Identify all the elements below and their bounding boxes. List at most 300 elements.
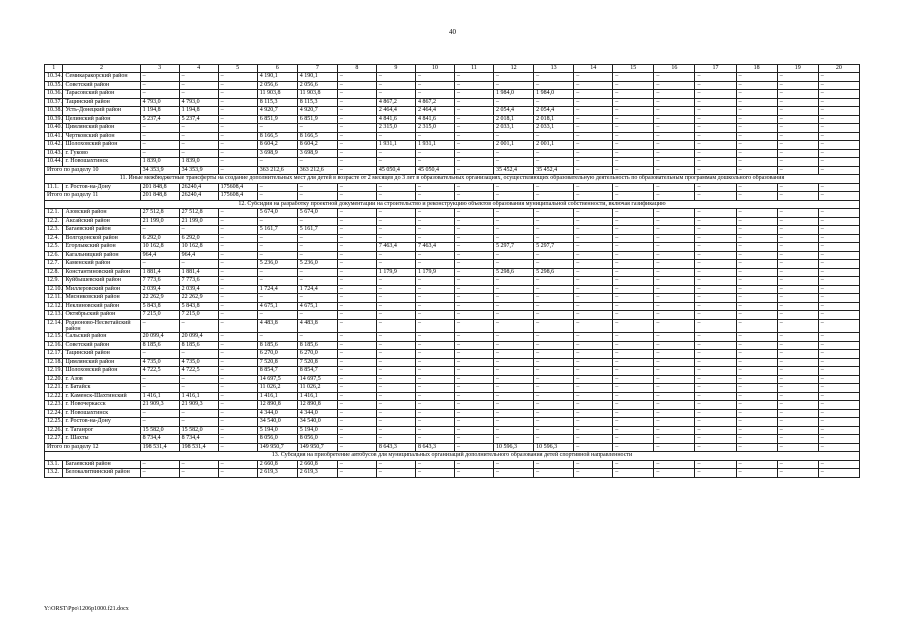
row-number: 13.1. [45, 460, 63, 469]
district-name: Егорлыкский район [63, 243, 140, 252]
value-cell: – [695, 149, 736, 158]
value-cell: – [455, 418, 494, 427]
total-cell: – [337, 443, 376, 452]
value-cell: – [337, 260, 376, 269]
value-cell: – [736, 132, 777, 141]
value-cell: – [695, 251, 736, 260]
value-cell: 5 297,7 [534, 243, 574, 252]
value-cell: – [455, 260, 494, 269]
value-cell: – [534, 158, 574, 167]
value-cell: 5 843,8 [179, 302, 218, 311]
value-cell: – [140, 124, 179, 133]
value-cell: – [376, 392, 415, 401]
value-cell: – [818, 107, 859, 116]
value-cell: – [337, 409, 376, 418]
value-cell: – [818, 311, 859, 320]
section-heading-row [45, 452, 860, 461]
total-cell: – [376, 192, 415, 201]
value-cell: – [654, 311, 695, 320]
value-cell: 26240,4 [179, 183, 218, 192]
table-row [45, 234, 860, 243]
value-cell: 15 582,0 [140, 426, 179, 435]
value-cell: – [654, 132, 695, 141]
value-cell: – [218, 149, 257, 158]
total-cell: 45 050,4 [415, 166, 454, 175]
district-name: г. Новочеркасск [63, 401, 140, 410]
value-cell: – [376, 260, 415, 269]
value-cell: – [534, 469, 574, 478]
table-row [45, 158, 860, 167]
value-cell: 6 270,0 [257, 350, 297, 359]
value-cell: – [534, 251, 574, 260]
value-cell: 21 909,3 [140, 401, 179, 410]
value-cell: – [695, 333, 736, 342]
row-number: 12.10. [45, 285, 63, 294]
value-cell: – [494, 469, 534, 478]
value-cell: – [818, 285, 859, 294]
value-cell: 7 520,8 [257, 358, 297, 367]
value-cell: 2 033,1 [494, 124, 534, 133]
value-cell: 4 190,1 [297, 73, 337, 82]
value-cell: – [218, 226, 257, 235]
district-name: Тацинский район [63, 350, 140, 359]
section-total-row [45, 166, 860, 175]
value-cell: – [455, 426, 494, 435]
value-cell: – [574, 132, 613, 141]
value-cell: – [613, 435, 654, 444]
row-number: 12.18. [45, 358, 63, 367]
value-cell: – [494, 311, 534, 320]
value-cell: 7 215,0 [179, 311, 218, 320]
value-cell: – [613, 358, 654, 367]
value-cell: 2 315,0 [415, 124, 454, 133]
value-cell: – [695, 426, 736, 435]
total-cell: 34 353,9 [179, 166, 218, 175]
table-row [45, 183, 860, 192]
value-cell: 21 909,3 [179, 401, 218, 410]
value-cell: – [654, 435, 695, 444]
value-cell: – [218, 435, 257, 444]
value-cell: – [179, 418, 218, 427]
value-cell: – [777, 350, 818, 359]
table-row [45, 209, 860, 218]
value-cell: – [613, 260, 654, 269]
value-cell: – [376, 435, 415, 444]
value-cell: – [574, 90, 613, 99]
value-cell: – [337, 435, 376, 444]
value-cell: – [534, 333, 574, 342]
value-cell: – [534, 183, 574, 192]
value-cell: – [818, 367, 859, 376]
value-cell: – [736, 268, 777, 277]
value-cell: – [140, 469, 179, 478]
value-cell: 5 298,6 [494, 268, 534, 277]
value-cell: – [534, 209, 574, 218]
total-cell: – [337, 192, 376, 201]
value-cell: – [695, 98, 736, 107]
table-row [45, 302, 860, 311]
value-cell: – [654, 73, 695, 82]
value-cell: – [695, 294, 736, 303]
total-cell: – [736, 443, 777, 452]
value-cell: – [494, 132, 534, 141]
total-cell: – [736, 192, 777, 201]
value-cell: – [376, 294, 415, 303]
value-cell: – [337, 333, 376, 342]
value-cell: – [818, 149, 859, 158]
value-cell: – [455, 90, 494, 99]
table-row [45, 333, 860, 342]
value-cell: 8 115,3 [297, 98, 337, 107]
value-cell: 5 674,0 [297, 209, 337, 218]
value-cell: – [494, 226, 534, 235]
column-number-cell: 5 [218, 65, 257, 73]
value-cell: – [574, 409, 613, 418]
value-cell: – [415, 294, 454, 303]
value-cell: – [777, 107, 818, 116]
value-cell: – [218, 132, 257, 141]
total-cell: – [654, 192, 695, 201]
value-cell: – [736, 319, 777, 333]
value-cell: 8 056,0 [297, 435, 337, 444]
value-cell: – [736, 107, 777, 116]
row-number: 10.34. [45, 73, 63, 82]
value-cell: – [654, 460, 695, 469]
table-row [45, 426, 860, 435]
row-number: 10.36. [45, 90, 63, 99]
district-name: Багаевский район [63, 460, 140, 469]
table-row [45, 124, 860, 133]
district-name: Советский район [63, 341, 140, 350]
value-cell: 4 344,0 [297, 409, 337, 418]
value-cell: – [777, 243, 818, 252]
total-cell: 26240,4 [179, 192, 218, 201]
value-cell: – [337, 302, 376, 311]
value-cell: – [218, 243, 257, 252]
value-cell: – [574, 158, 613, 167]
total-cell: – [218, 166, 257, 175]
value-cell: – [574, 268, 613, 277]
value-cell: – [736, 333, 777, 342]
value-cell: 8 185,6 [257, 341, 297, 350]
value-cell: – [654, 124, 695, 133]
total-cell: – [818, 166, 859, 175]
table-row [45, 418, 860, 427]
column-number-cell: 4 [179, 65, 218, 73]
value-cell: – [818, 333, 859, 342]
value-cell: – [613, 158, 654, 167]
value-cell: – [494, 426, 534, 435]
value-cell: – [337, 319, 376, 333]
value-cell: – [613, 350, 654, 359]
value-cell: – [613, 311, 654, 320]
value-cell: – [337, 358, 376, 367]
value-cell: – [218, 358, 257, 367]
value-cell: – [494, 384, 534, 393]
value-cell: – [415, 183, 454, 192]
value-cell: – [777, 268, 818, 277]
total-cell: 34 353,9 [140, 166, 179, 175]
value-cell: – [574, 384, 613, 393]
value-cell: – [337, 268, 376, 277]
value-cell: – [455, 460, 494, 469]
value-cell: 3 698,9 [297, 149, 337, 158]
value-cell: – [613, 98, 654, 107]
value-cell: – [654, 294, 695, 303]
value-cell: – [179, 124, 218, 133]
value-cell: – [777, 319, 818, 333]
value-cell: 964,4 [179, 251, 218, 260]
value-cell: – [257, 268, 297, 277]
value-cell: – [574, 375, 613, 384]
value-cell: – [613, 367, 654, 376]
value-cell: – [337, 350, 376, 359]
value-cell: – [140, 350, 179, 359]
value-cell: – [736, 341, 777, 350]
value-cell: – [534, 98, 574, 107]
value-cell: – [695, 367, 736, 376]
value-cell: – [777, 401, 818, 410]
value-cell: 1 881,4 [179, 268, 218, 277]
value-cell: – [818, 392, 859, 401]
value-cell: – [613, 141, 654, 150]
value-cell: – [736, 158, 777, 167]
value-cell: – [534, 418, 574, 427]
value-cell: – [337, 141, 376, 150]
value-cell: 22 262,9 [179, 294, 218, 303]
column-number-cell: 17 [695, 65, 736, 73]
value-cell: – [818, 350, 859, 359]
value-cell: – [140, 409, 179, 418]
value-cell: – [218, 375, 257, 384]
value-cell: – [179, 375, 218, 384]
value-cell: 22 262,9 [140, 294, 179, 303]
value-cell: – [574, 81, 613, 90]
value-cell: – [337, 285, 376, 294]
district-name: Белокалитвинский район [63, 469, 140, 478]
value-cell: – [574, 209, 613, 218]
value-cell: 4 735,0 [179, 358, 218, 367]
value-cell: – [494, 217, 534, 226]
district-name: г. Ростов-на-Дону [63, 183, 140, 192]
column-number-cell: 7 [297, 65, 337, 73]
value-cell: – [376, 73, 415, 82]
value-cell: – [297, 294, 337, 303]
total-cell: 198 531,4 [140, 443, 179, 452]
value-cell: – [337, 384, 376, 393]
value-cell: 2 033,1 [534, 124, 574, 133]
value-cell: 1 416,1 [140, 392, 179, 401]
value-cell: 8 115,3 [257, 98, 297, 107]
value-cell: – [494, 183, 534, 192]
value-cell: – [613, 418, 654, 427]
value-cell: – [140, 226, 179, 235]
value-cell: – [613, 115, 654, 124]
value-cell: – [376, 251, 415, 260]
value-cell: – [613, 81, 654, 90]
value-cell: – [494, 285, 534, 294]
value-cell: – [257, 124, 297, 133]
value-cell: – [574, 358, 613, 367]
district-name: Мясниковский район [63, 294, 140, 303]
value-cell: – [695, 107, 736, 116]
value-cell: – [534, 435, 574, 444]
value-cell: – [257, 277, 297, 286]
value-cell: 5 297,7 [494, 243, 534, 252]
value-cell: 10 162,8 [179, 243, 218, 252]
table-row [45, 98, 860, 107]
value-cell: 8 604,2 [297, 141, 337, 150]
value-cell: – [534, 350, 574, 359]
value-cell: 20 099,4 [179, 333, 218, 342]
value-cell: – [695, 375, 736, 384]
value-cell: – [654, 350, 695, 359]
value-cell: – [257, 333, 297, 342]
column-number-cell: 9 [376, 65, 415, 73]
row-number: 12.9. [45, 277, 63, 286]
value-cell: – [415, 435, 454, 444]
value-cell: – [257, 243, 297, 252]
value-cell: – [736, 418, 777, 427]
value-cell: – [455, 358, 494, 367]
district-name: Советский район [63, 81, 140, 90]
table-row [45, 311, 860, 320]
value-cell: – [415, 217, 454, 226]
row-number: 12.20. [45, 375, 63, 384]
value-cell: 964,4 [140, 251, 179, 260]
value-cell: – [654, 234, 695, 243]
value-cell: 2 001,1 [534, 141, 574, 150]
page-number: 40 [449, 28, 456, 36]
value-cell: 7 520,8 [297, 358, 337, 367]
value-cell: – [654, 141, 695, 150]
value-cell: 5 237,4 [179, 115, 218, 124]
value-cell: – [613, 409, 654, 418]
value-cell: – [736, 409, 777, 418]
section-heading: 12. Субсидия на разработку проектной документации на строительство и реконструкцию объектов образования муниципальной собственности, включая газификацию [45, 200, 860, 209]
value-cell: – [695, 392, 736, 401]
value-cell: 21 199,0 [179, 217, 218, 226]
district-name: Родионово-Несветайский район [63, 319, 140, 333]
value-cell: 2 056,6 [257, 81, 297, 90]
table-row [45, 401, 860, 410]
value-cell: – [613, 469, 654, 478]
value-cell: – [534, 234, 574, 243]
value-cell: – [695, 418, 736, 427]
value-cell: – [376, 333, 415, 342]
district-name: Тацинский район [63, 98, 140, 107]
value-cell: 5 843,8 [140, 302, 179, 311]
total-cell: – [574, 443, 613, 452]
value-cell: – [736, 90, 777, 99]
value-cell: – [654, 401, 695, 410]
value-cell: – [455, 384, 494, 393]
value-cell: – [140, 81, 179, 90]
value-cell: – [179, 319, 218, 333]
value-cell: 1 724,4 [257, 285, 297, 294]
value-cell: – [818, 401, 859, 410]
table-row [45, 285, 860, 294]
value-cell: – [337, 251, 376, 260]
value-cell: – [534, 73, 574, 82]
value-cell: – [455, 234, 494, 243]
value-cell: – [415, 234, 454, 243]
value-cell: – [376, 375, 415, 384]
value-cell: 2 001,1 [494, 141, 534, 150]
column-number-cell: 10 [415, 65, 454, 73]
value-cell: – [777, 341, 818, 350]
value-cell: – [695, 401, 736, 410]
value-cell: – [415, 260, 454, 269]
value-cell: – [574, 141, 613, 150]
value-cell: 8 854,7 [257, 367, 297, 376]
value-cell: – [574, 107, 613, 116]
total-cell: – [777, 166, 818, 175]
value-cell: – [455, 409, 494, 418]
value-cell: – [455, 302, 494, 311]
value-cell: – [777, 217, 818, 226]
table-row [45, 469, 860, 478]
value-cell: – [818, 435, 859, 444]
value-cell: – [654, 426, 695, 435]
value-cell: – [494, 375, 534, 384]
district-name: Сальский район [63, 333, 140, 342]
value-cell: 7 463,4 [415, 243, 454, 252]
value-cell: – [695, 158, 736, 167]
value-cell: – [140, 384, 179, 393]
value-cell: – [494, 149, 534, 158]
value-cell: – [218, 409, 257, 418]
table-row [45, 392, 860, 401]
value-cell: – [777, 149, 818, 158]
value-cell: 2 018,1 [534, 115, 574, 124]
district-name: г. Новошахтинск [63, 158, 140, 167]
value-cell: – [777, 384, 818, 393]
value-cell: – [376, 285, 415, 294]
value-cell: – [613, 285, 654, 294]
value-cell: – [140, 90, 179, 99]
value-cell: – [257, 251, 297, 260]
column-number-cell: 13 [534, 65, 574, 73]
value-cell: 8 734,4 [179, 435, 218, 444]
value-cell: – [695, 409, 736, 418]
value-cell: 1 416,1 [257, 392, 297, 401]
value-cell: – [574, 460, 613, 469]
value-cell: – [695, 73, 736, 82]
value-cell: 4 675,1 [257, 302, 297, 311]
value-cell: – [777, 469, 818, 478]
value-cell: – [613, 392, 654, 401]
total-cell: 45 050,4 [376, 166, 415, 175]
value-cell: – [415, 469, 454, 478]
value-cell: – [654, 409, 695, 418]
value-cell: – [337, 115, 376, 124]
value-cell: – [574, 333, 613, 342]
value-cell: – [140, 375, 179, 384]
value-cell: – [574, 311, 613, 320]
value-cell: – [534, 401, 574, 410]
value-cell: – [818, 81, 859, 90]
section-heading-row [45, 200, 860, 209]
value-cell: – [818, 234, 859, 243]
column-number-cell: 20 [818, 65, 859, 73]
column-number-row [45, 65, 860, 73]
value-cell: – [736, 217, 777, 226]
value-cell: – [218, 277, 257, 286]
value-cell: – [297, 333, 337, 342]
value-cell: – [455, 107, 494, 116]
value-cell: – [818, 251, 859, 260]
